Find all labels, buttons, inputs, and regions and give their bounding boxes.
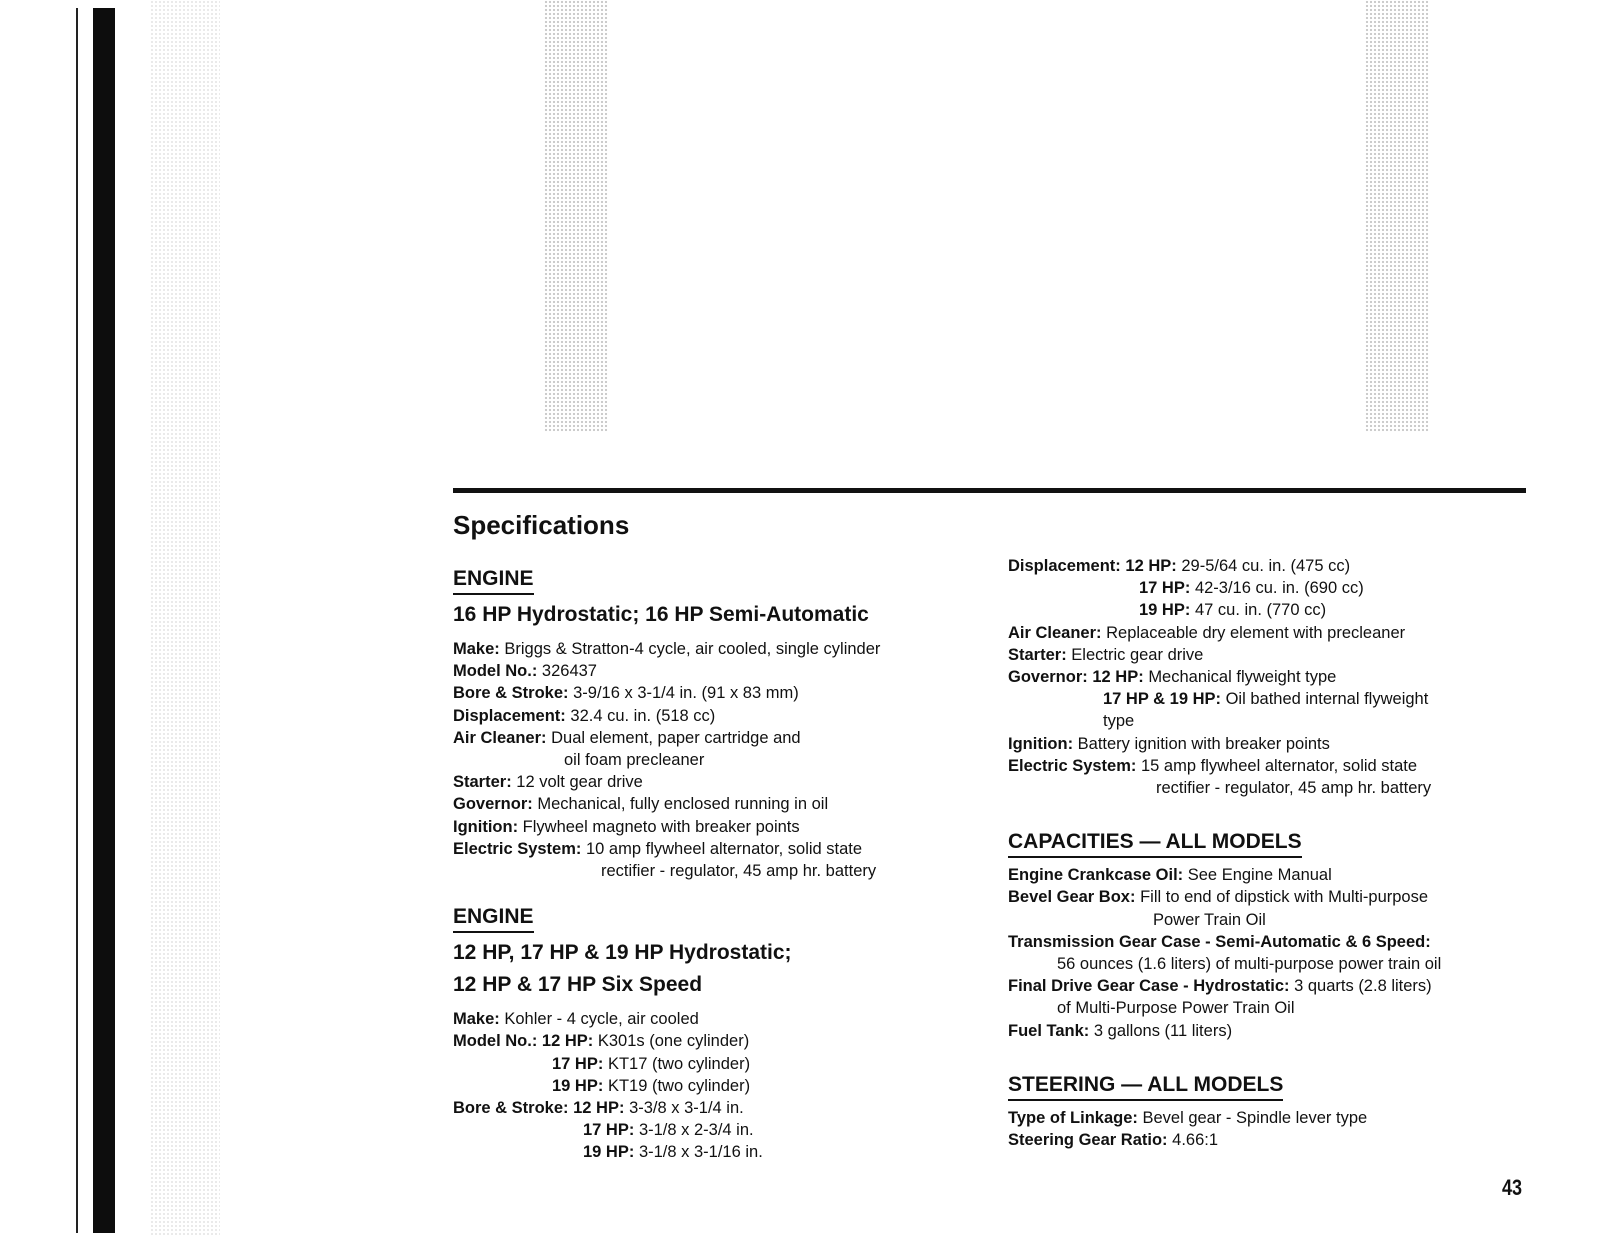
spec-row-bevel-gear (1008, 886, 1548, 908)
page-title: Specifications (453, 510, 630, 540)
spec-row-model-19 (453, 1075, 983, 1097)
spec-label: Model No.: (453, 1032, 538, 1051)
spec-value: 3 quarts (2.8 liters) (1294, 977, 1432, 996)
spec-label: Type of Linkage: (1008, 1108, 1138, 1127)
spec-value: Fill to end of dipstick with Multi-purpose (1140, 888, 1429, 907)
steering-section (1008, 1072, 1548, 1151)
binding-edge-line (76, 8, 78, 1233)
spec-value: oil foam precleaner (564, 751, 705, 770)
spec-row-governor-12 (1008, 666, 1548, 688)
spec-column-left (453, 566, 983, 1164)
spec-value: 3 gallons (11 liters) (1093, 1021, 1233, 1040)
spec-label: Electric System: (1008, 756, 1137, 775)
engine-16hp-section (453, 566, 983, 882)
spec-label: Make: (453, 1010, 500, 1029)
spec-sublabel: 12 HP: (1092, 668, 1144, 687)
spec-value: 56 ounces (1.6 liters) of multi-purpose power train oil (1057, 955, 1442, 974)
spec-row-transmission-cont (1008, 953, 1548, 975)
spec-label: Displacement: (453, 706, 566, 725)
spec-row-ignition (1008, 733, 1548, 755)
spec-label: Starter: (1008, 645, 1067, 664)
spec-row-electric (1008, 755, 1548, 777)
spec-sublabel: 17 HP & 19 HP: (1103, 690, 1221, 709)
spec-row-bore-19 (453, 1141, 983, 1163)
spec-value: Electric gear drive (1071, 645, 1204, 664)
spec-label: Air Cleaner: (1008, 623, 1102, 642)
spec-value: 42-3/16 cu. in. (690 cc) (1194, 579, 1364, 598)
spec-row-bore-17 (453, 1119, 983, 1141)
section-subheading: 12 HP, 17 HP & 19 HP Hydrostatic; (453, 941, 792, 965)
spec-value: type (1103, 712, 1135, 731)
spec-label: Bore & Stroke: (453, 1099, 569, 1118)
spec-label: Governor: (453, 795, 533, 814)
spec-value: KT17 (two cylinder) (607, 1054, 751, 1073)
spec-value: rectifier - regulator, 45 amp hr. battery (601, 862, 877, 881)
spec-label: Bore & Stroke: (453, 684, 569, 703)
spec-value: 4.66:1 (1172, 1131, 1219, 1150)
engine-kohler-section (453, 904, 983, 1163)
photo-bleed-right (1365, 0, 1429, 432)
spec-row-model (453, 660, 983, 682)
spec-value: 3-1/8 x 2-3/4 in. (638, 1121, 754, 1140)
spec-row-displacement (453, 705, 983, 727)
spec-value: Flywheel magneto with breaker points (522, 817, 800, 836)
spec-row-air-cleaner (453, 727, 983, 749)
spec-value: Mechanical, fully enclosed running in oil (537, 795, 829, 814)
spec-row-ignition (453, 816, 983, 838)
spec-sublabel: 12 HP: (541, 1032, 594, 1051)
spec-row-governor-1719-cont (1008, 710, 1548, 732)
section-gap (453, 882, 983, 904)
section-subheading-line2: 12 HP & 17 HP Six Speed (453, 973, 703, 997)
spec-value: K301s (one cylinder) (597, 1032, 750, 1051)
spec-label: Make: (453, 640, 500, 658)
spec-sublabel: 19 HP: (583, 1143, 635, 1162)
spec-row-final-drive (1008, 975, 1548, 997)
spec-row-governor-1719 (1008, 688, 1548, 710)
spec-value: 3-1/8 x 3-1/16 in. (638, 1143, 763, 1162)
spec-value: 3-9/16 x 3-1/4 in. (91 x 83 mm) (573, 684, 799, 703)
spec-row-transmission (1008, 931, 1548, 953)
photo-bleed-left (544, 0, 608, 432)
spec-value: Bevel gear - Spindle lever type (1142, 1108, 1368, 1127)
spec-value: 32.4 cu. in. (518 cc) (570, 706, 716, 725)
spec-sublabel: 12 HP: (573, 1099, 625, 1118)
spec-label: Air Cleaner: (453, 728, 547, 747)
spec-row-governor (453, 793, 983, 815)
spec-row-displacement-19 (1008, 599, 1548, 621)
spec-value: of Multi-Purpose Power Train Oil (1057, 999, 1295, 1018)
spec-row-bevel-gear-cont (1008, 909, 1548, 931)
spec-row-model-17 (453, 1053, 983, 1075)
spec-value: Power Train Oil (1153, 910, 1266, 929)
spec-value: rectifier - regulator, 45 amp hr. battery (1156, 779, 1432, 798)
spec-value: Battery ignition with breaker points (1077, 734, 1330, 753)
spec-row-gear-ratio (1008, 1129, 1548, 1151)
spec-row-displacement-12 (1008, 555, 1548, 577)
spec-label: Model No.: (453, 662, 538, 681)
spec-value: 29-5/64 cu. in. (475 cc) (1181, 557, 1351, 575)
spec-value: 10 amp flywheel alternator, solid state (586, 839, 863, 858)
spec-row-make (453, 638, 983, 660)
spec-row-electric-cont (453, 860, 983, 882)
spec-value: 3-3/8 x 3-1/4 in. (629, 1099, 744, 1118)
spec-label: Fuel Tank: (1008, 1021, 1090, 1040)
spec-value: Briggs & Stratton-4 cycle, air cooled, single cylinder (504, 640, 881, 658)
spec-column-right (1008, 555, 1548, 1151)
spec-sublabel: 12 HP: (1125, 557, 1177, 575)
spec-row-bore-12 (453, 1097, 983, 1119)
capacities-section (1008, 829, 1548, 1042)
spec-label: Electric System: (453, 839, 582, 858)
binding-edge-bar (93, 8, 115, 1233)
spec-sublabel: 17 HP: (552, 1054, 604, 1073)
spec-sublabel: 19 HP: (552, 1076, 604, 1095)
spec-value: 12 volt gear drive (516, 773, 643, 792)
spec-row-air-cleaner (1008, 622, 1548, 644)
spec-row-electric (453, 838, 983, 860)
spec-value: Dual element, paper cartridge and (551, 728, 801, 747)
spec-value: Replaceable dry element with precleaner (1106, 623, 1406, 642)
spec-label: Transmission Gear Case - Semi-Automatic & 6 Speed: (1008, 932, 1431, 951)
spec-row-starter (453, 771, 983, 793)
section-gap (1008, 1042, 1548, 1072)
engine-kohler-section-cont (1008, 555, 1548, 799)
spec-label: Final Drive Gear Case - Hydrostatic: (1008, 977, 1290, 996)
spec-label: Ignition: (1008, 734, 1074, 753)
spec-row-air-cleaner-cont (453, 749, 983, 771)
spec-label: Displacement: (1008, 557, 1121, 575)
spec-value: Kohler - 4 cycle, air cooled (504, 1010, 699, 1029)
spec-value: Oil bathed internal flyweight (1225, 690, 1429, 709)
spec-label: Governor: (1008, 668, 1088, 687)
spec-label: Ignition: (453, 817, 519, 836)
spec-row-final-drive-cont (1008, 997, 1548, 1019)
page-number: 43 (1502, 1175, 1523, 1200)
spec-value: See Engine Manual (1187, 866, 1332, 885)
spec-row-crankcase (1008, 864, 1548, 886)
spec-row-make (453, 1008, 983, 1030)
section-gap (1008, 799, 1548, 829)
spec-row-model-12 (453, 1030, 983, 1052)
section-heading: ENGINE (453, 566, 534, 595)
scan-speckle-margin (150, 0, 220, 1237)
title-rule (453, 488, 1526, 493)
spec-sublabel: 17 HP: (583, 1121, 635, 1140)
section-heading: STEERING — ALL MODELS (1008, 1072, 1283, 1101)
spec-value: Mechanical flyweight type (1148, 668, 1337, 687)
section-heading: ENGINE (453, 904, 534, 933)
spec-label: Steering Gear Ratio: (1008, 1131, 1168, 1150)
section-heading: CAPACITIES — ALL MODELS (1008, 829, 1302, 858)
spec-row-starter (1008, 644, 1548, 666)
spec-value: 47 cu. in. (770 cc) (1194, 601, 1327, 620)
spec-sublabel: 17 HP: (1139, 579, 1191, 598)
spec-value: 15 amp flywheel alternator, solid state (1141, 756, 1418, 775)
section-subheading: 16 HP Hydrostatic; 16 HP Semi-Automatic (453, 603, 869, 626)
spec-sublabel: 19 HP: (1139, 601, 1191, 620)
spec-row-fuel-tank (1008, 1020, 1548, 1042)
spec-row-bore (453, 682, 983, 704)
spec-row-displacement-17 (1008, 577, 1548, 599)
spec-value: KT19 (two cylinder) (607, 1076, 751, 1095)
spec-label: Engine Crankcase Oil: (1008, 866, 1184, 885)
spec-row-linkage (1008, 1107, 1548, 1129)
spec-label: Bevel Gear Box: (1008, 888, 1136, 907)
spec-value: 326437 (541, 662, 597, 681)
spec-label: Starter: (453, 773, 512, 792)
spec-row-electric-cont (1008, 777, 1548, 799)
